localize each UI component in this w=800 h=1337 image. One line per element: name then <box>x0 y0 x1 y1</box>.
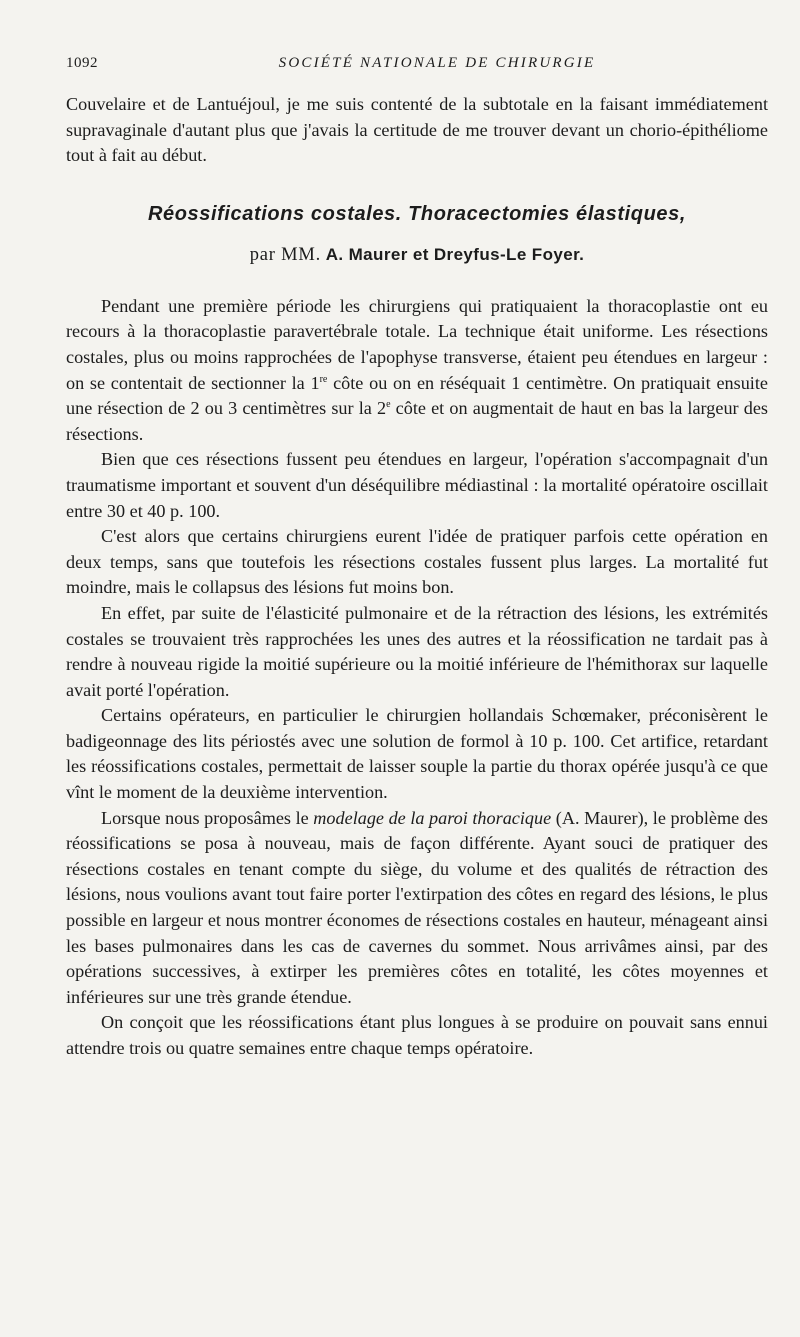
byline-authors: A. Maurer et Dreyfus-Le Foyer. <box>325 244 585 264</box>
body-paragraph-1 <box>66 294 768 448</box>
intro-paragraph: Couvelaire et de Lantuéjoul, je me suis contenté de la subtotale en la faisant immédiatement supravaginale d'autant plus que j'avais la certitude de me trouver devant un chorio-épithéliome tout à fait au début. <box>66 94 768 166</box>
page-number: 1092 <box>66 55 98 71</box>
body-paragraph-4: En effet, par suite de l'élasticité pulmonaire et de la rétraction des lésions, les extrémités costales se trouvaient très rapprochées les unes des autres et la réossification ne tardait pas à rendre à nouveau rigide la moitié supérieure ou la moitié inférieure de l'hémithorax sur laquelle avait porté l'opération. <box>66 602 768 700</box>
journal-title: SOCIÉTÉ NATIONALE DE CHIRURGIE <box>278 55 596 71</box>
body-paragraph-1-part-b: côte ou on en réséquait 1 centimètre. On pratiquait ensuite une résection de 2 ou 3 centimètres sur la 2 <box>66 372 768 419</box>
body-paragraph-6-part-b: (A. Maurer), le problème des réossifications se posa à nouveau, mais de façon différente. Ayant souci de pratiquer des résections costales en tenant compte du siège, du volume et des qualités de rétraction des lésions, nous voulions avant tout faire porter l'extirpation des côtes en regard des lésions, le plus possible en largeur et nous montrer économes de résections costales en hauteur, ménageant ainsi les bases pulmonaires dans les cas de cavernes du sommet. Nous arrivâmes ainsi, par des opérations successives, à extirper les premières côtes en totalité, les côtes moyennes et inférieures sur une très grande étendue. <box>66 807 769 1007</box>
body-paragraph-2: Bien que ces résections fussent peu étendues en largeur, l'opération s'accompagnait d'un traumatisme important et souvent d'un déséquilibre médiastinal : la mortalité opératoire oscillait entre 30 et 40 p. 100. <box>66 449 768 521</box>
emphasized-term: modelage de la paroi thoracique <box>313 807 552 828</box>
article-title: Réossifications costales. Thoracectomies élastiques, <box>147 202 687 225</box>
byline <box>66 245 768 266</box>
running-head <box>66 50 768 76</box>
article-body <box>66 294 768 1062</box>
body-paragraph-5: Certains opérateurs, en particulier le chirurgien hollandais Schœmaker, préconisèrent le badigeonnage des lits périostés avec une solution de formol à 10 p. 100. Cet artifice, retardant les réossifications costales, permettait de laisser souple la partie du thorax opérée jusqu'à ce que vînt le moment de la deuxième intervention. <box>66 705 768 803</box>
ordinal-superscript: re <box>319 373 328 385</box>
body-paragraph-6-part-a: Lorsque nous proposâmes le <box>101 807 314 828</box>
byline-prefix: par MM. <box>249 244 322 265</box>
body-paragraph-6 <box>66 806 768 1011</box>
body-paragraph-1-part-c: côte et on augmentait de haut en bas la largeur des résections. <box>66 398 768 444</box>
body-paragraph-7: On conçoit que les réossifications étant plus longues à se produire on pouvait sans ennui attendre trois ou quatre semaines entre chaque temps opératoire. <box>66 1012 768 1058</box>
intro-text <box>66 92 768 169</box>
body-paragraph-1-part-a: Pendant une première période les chirurgiens qui pratiquaient la thoracoplastie ont eu recours à la thoracoplastie paravertébrale totale. La technique était uniforme. Les résections costales, plus ou moins rapprochées de l'apophyse transverse, étaient peu étendues en largeur : on se contentait de sectionner la 1 <box>66 295 768 393</box>
body-paragraph-3: C'est alors que certains chirurgiens eurent l'idée de pratiquer parfois cette opération en deux temps, sans que toutefois les résections costales fussent plus larges. La mortalité fut moindre, mais le collapsus des lésions fut moins bon. <box>66 526 768 598</box>
ordinal-superscript: e <box>386 399 391 411</box>
